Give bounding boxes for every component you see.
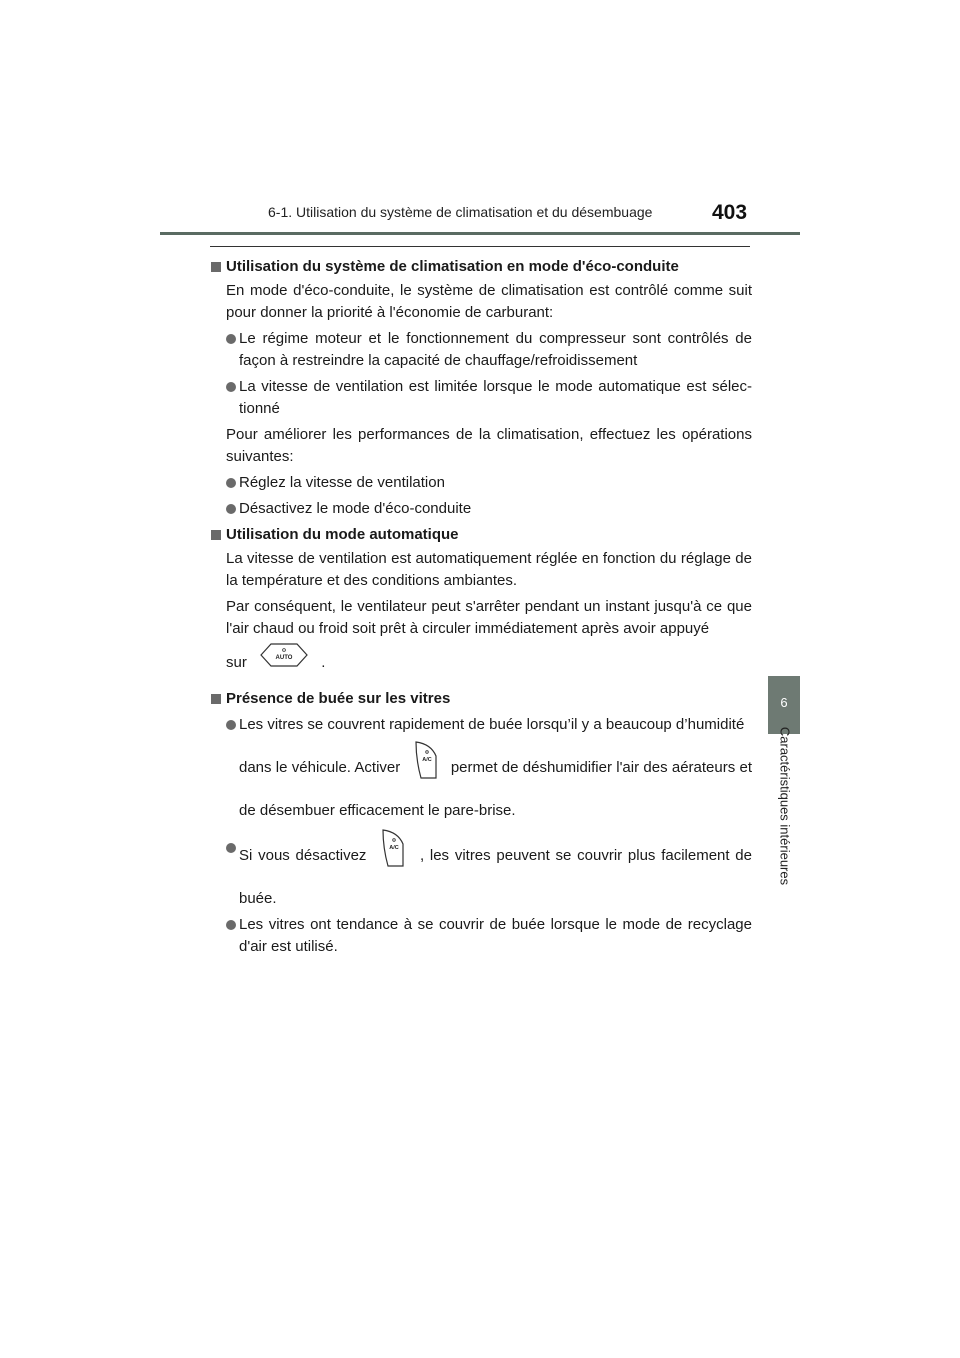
- square-bullet-icon: [211, 694, 221, 704]
- list-item-text: Désactivez le mode d'éco-conduite: [239, 500, 472, 517]
- list-item: [210, 328, 752, 372]
- running-header-title: 6-1. Utilisation du système de climatisation et du désembuage: [268, 204, 653, 220]
- list-item: [210, 376, 752, 420]
- section-heading-text: Utilisation du système de climatisation en mode d'éco-conduite: [226, 258, 679, 275]
- section-heading: [210, 524, 752, 546]
- section-heading: [210, 688, 752, 710]
- chapter-number: 6: [780, 695, 788, 710]
- section-heading: [210, 256, 752, 278]
- ac-button-icon: [413, 740, 439, 796]
- page-content: [210, 256, 752, 958]
- auto-button-icon: [259, 642, 309, 684]
- round-bullet-icon: [226, 382, 236, 392]
- list-item-text: de désembuer efficacement le pare-brise.: [239, 802, 516, 819]
- paragraph-text: .: [321, 653, 326, 671]
- list-item-text: , les vitres peuvent se couvrir plus facilement de: [419, 846, 752, 864]
- section-heading-text: Présence de buée sur les vitres: [226, 690, 451, 707]
- list-item-text: dans le véhicule. Activer: [239, 758, 401, 776]
- paragraph: La vitesse de ventilation est automatiquement réglée en fonction du réglage de la température et des conditions ambiantes.: [226, 550, 752, 589]
- list-item: [210, 714, 752, 736]
- ac-button-icon: [380, 828, 406, 884]
- section-heading-text: Utilisation du mode automatique: [226, 526, 459, 543]
- svg-text:A/C: A/C: [389, 845, 399, 851]
- page-number: 403: [712, 201, 748, 224]
- round-bullet-icon: [226, 720, 236, 730]
- list-item-text: buée.: [239, 890, 277, 907]
- paragraph: Par conséquent, le ventilateur peut s'arrêter pendant un instant jusqu'à ce que l'air chaud ou froid soit prêt à circuler immédiatement après avoir appuyé: [226, 598, 752, 637]
- list-item-text: Le régime moteur et le fonctionnement du compresseur sont contrôlés de façon à restreindre la capacité de chauffage/refroidissement: [239, 330, 752, 369]
- list-item: [210, 914, 752, 958]
- list-item: [210, 472, 752, 494]
- chapter-label: Caractéristiques intérieures: [777, 726, 793, 886]
- section-rule: [210, 246, 750, 247]
- paragraph-text: sur: [226, 653, 247, 671]
- round-bullet-icon: [226, 843, 236, 853]
- paragraph: Pour améliorer les performances de la climatisation, effectuez les opérations suivantes:: [226, 426, 752, 465]
- list-item-line: [210, 740, 752, 796]
- list-item: [210, 498, 752, 520]
- round-bullet-icon: [226, 334, 236, 344]
- list-item-text: Si vous désactivez: [239, 846, 367, 864]
- header-rule: [160, 232, 800, 235]
- list-item-text: Les vitres se couvrent rapidement de buée lorsqu’il y a beaucoup d’humidité: [239, 716, 745, 733]
- paragraph: En mode d'éco-conduite, le système de climatisation est contrôlé comme suit pour donner la priorité à l'économie de carburant:: [226, 282, 752, 321]
- list-item-text: Réglez la vitesse de ventilation: [239, 474, 445, 491]
- list-item-text: La vitesse de ventilation est limitée lorsque le mode automatique est sélec-tionné: [239, 378, 752, 417]
- list-item: [210, 828, 752, 884]
- list-item-line: [210, 888, 752, 910]
- paragraph: [210, 642, 752, 684]
- round-bullet-icon: [226, 504, 236, 514]
- square-bullet-icon: [211, 530, 221, 540]
- svg-text:AUTO: AUTO: [275, 655, 293, 661]
- svg-text:A/C: A/C: [421, 757, 432, 763]
- list-item-text: permet de déshumidifier l'air des aérateurs et: [450, 758, 753, 776]
- square-bullet-icon: [211, 262, 221, 272]
- list-item-text: Les vitres ont tendance à se couvrir de buée lorsque le mode de recyclage d'air est utilisé.: [239, 916, 752, 955]
- round-bullet-icon: [226, 920, 236, 930]
- list-item-line: [210, 800, 752, 822]
- round-bullet-icon: [226, 478, 236, 488]
